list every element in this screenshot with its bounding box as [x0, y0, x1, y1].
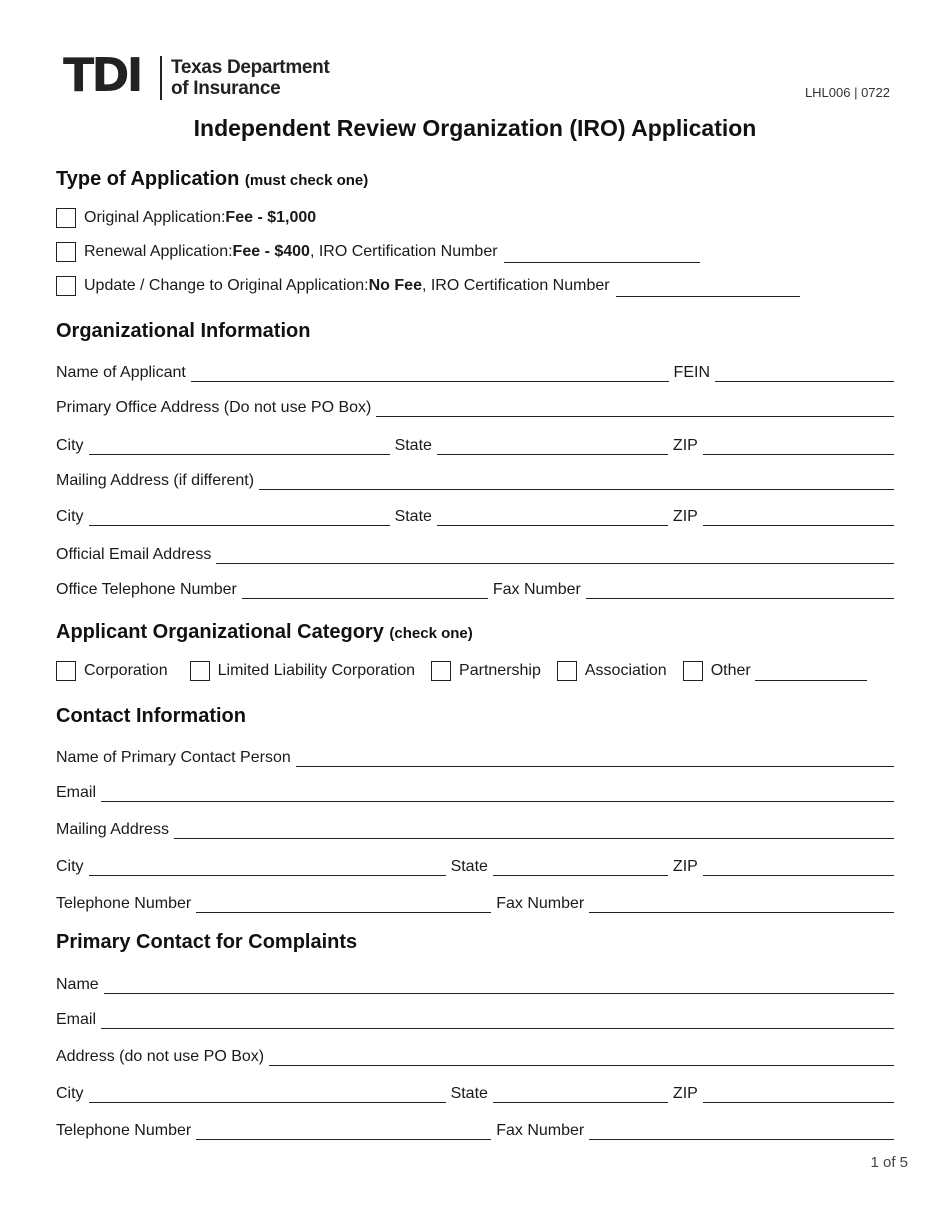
- contact-state-field[interactable]: [493, 859, 668, 876]
- option-fee: No Fee: [368, 277, 422, 294]
- option-label: Limited Liability Corporation: [217, 662, 416, 679]
- complaints-email-row: [56, 1007, 894, 1029]
- email-label: Email: [56, 784, 97, 801]
- city-label: City: [56, 508, 84, 525]
- fein-label: FEIN: [673, 364, 710, 381]
- logo-line-2: of Insurance: [171, 78, 281, 99]
- form-code: LHL006 | 0722: [804, 85, 890, 100]
- complaints-state-field[interactable]: [493, 1086, 668, 1103]
- contact-city-state-zip-row: [56, 854, 894, 876]
- other-checkbox[interactable]: [683, 661, 703, 681]
- complaints-email-field[interactable]: [101, 1012, 894, 1029]
- renewal-application-checkbox[interactable]: [56, 242, 76, 262]
- update-application-checkbox[interactable]: [56, 276, 76, 296]
- office-city-state-zip-row: [56, 433, 894, 455]
- official-email-label: Official Email Address: [56, 546, 212, 563]
- fein-field[interactable]: [715, 365, 894, 382]
- original-application-option: [56, 207, 316, 229]
- office-telephone-row: [56, 577, 894, 599]
- zip-label: ZIP: [672, 508, 698, 525]
- category-option-other: [683, 661, 867, 681]
- city-label: City: [56, 858, 84, 875]
- category-option-corporation: [56, 661, 168, 681]
- primary-contact-name-label: Name of Primary Contact Person: [56, 749, 291, 766]
- tdi-logo: TDI: [63, 48, 141, 102]
- contact-email-field[interactable]: [101, 785, 894, 802]
- complaints-contact-heading: Primary Contact for Complaints: [56, 931, 358, 953]
- city-label: City: [56, 437, 84, 454]
- email-label: Email: [56, 1011, 97, 1028]
- option-label: Corporation: [84, 662, 168, 679]
- option-fee: Fee - $400: [232, 243, 310, 260]
- primary-office-address-field[interactable]: [376, 400, 894, 417]
- complaints-zip-field[interactable]: [703, 1086, 894, 1103]
- page-number: 1 of 5: [870, 1154, 908, 1171]
- mailing-address-label: Mailing Address (if different): [56, 472, 255, 489]
- state-label: State: [450, 1085, 488, 1102]
- state-label: State: [450, 858, 488, 875]
- fax-label: Fax Number: [496, 1122, 585, 1139]
- contact-telephone-field[interactable]: [196, 896, 491, 913]
- logo-divider: [160, 56, 162, 100]
- option-label: Original Application:: [84, 209, 226, 226]
- primary-office-address-label: Primary Office Address (Do not use PO Box): [56, 399, 372, 416]
- logo-agency-name: [171, 57, 330, 99]
- llc-checkbox[interactable]: [190, 661, 210, 681]
- office-telephone-field[interactable]: [242, 582, 488, 599]
- contact-city-field[interactable]: [89, 859, 446, 876]
- complaints-telephone-row: [56, 1118, 894, 1140]
- complaints-fax-field[interactable]: [589, 1123, 894, 1140]
- zip-label: ZIP: [672, 1085, 698, 1102]
- contact-mailing-address-field[interactable]: [174, 822, 894, 839]
- official-email-row: [56, 542, 894, 564]
- mailing-address-label: Mailing Address: [56, 821, 169, 838]
- renewal-application-option: [56, 241, 700, 263]
- complaints-address-field[interactable]: [269, 1049, 894, 1066]
- complaints-name-field[interactable]: [104, 977, 894, 994]
- option-label: Partnership: [459, 662, 541, 679]
- primary-contact-name-row: [56, 745, 894, 767]
- mailing-address-row: [56, 468, 894, 490]
- primary-contact-name-field[interactable]: [296, 750, 894, 767]
- zip-label: ZIP: [672, 858, 698, 875]
- complaints-name-row: [56, 972, 894, 994]
- complaints-address-row: [56, 1044, 894, 1066]
- option-label: Other: [710, 662, 751, 679]
- complaints-telephone-field[interactable]: [196, 1123, 491, 1140]
- other-category-field[interactable]: [755, 664, 867, 681]
- category-option-association: [557, 661, 667, 681]
- telephone-label: Telephone Number: [56, 1122, 192, 1139]
- original-application-checkbox[interactable]: [56, 208, 76, 228]
- update-iro-certification-number-field[interactable]: [616, 280, 800, 297]
- primary-office-address-row: [56, 395, 894, 417]
- partnership-checkbox[interactable]: [431, 661, 451, 681]
- address-label: Address (do not use PO Box): [56, 1048, 265, 1065]
- option-label: Renewal Application:: [84, 243, 233, 260]
- corporation-checkbox[interactable]: [56, 661, 76, 681]
- section-heading-text: Applicant Organizational Category: [56, 621, 384, 643]
- category-options: [56, 660, 867, 682]
- mailing-city-state-zip-row: [56, 504, 894, 526]
- office-state-field[interactable]: [437, 438, 668, 455]
- office-city-field[interactable]: [89, 438, 390, 455]
- category-option-llc: [190, 661, 415, 681]
- type-of-application-heading: [56, 168, 368, 191]
- office-zip-field[interactable]: [703, 438, 894, 455]
- official-email-field[interactable]: [216, 547, 894, 564]
- mailing-zip-field[interactable]: [703, 509, 894, 526]
- name-of-applicant-field[interactable]: [191, 365, 669, 382]
- name-of-applicant-label: Name of Applicant: [56, 364, 186, 381]
- option-label: Association: [584, 662, 667, 679]
- contact-mailing-address-row: [56, 817, 894, 839]
- organizational-information-heading: Organizational Information: [56, 320, 311, 342]
- state-label: State: [394, 437, 432, 454]
- contact-fax-field[interactable]: [589, 896, 894, 913]
- logo-line-1: Texas Department: [171, 57, 330, 78]
- option-label: Update / Change to Original Application:: [84, 277, 369, 294]
- contact-telephone-row: [56, 891, 894, 913]
- option-fee: Fee - $1,000: [225, 209, 317, 226]
- name-of-applicant-row: [56, 360, 894, 382]
- mailing-address-field[interactable]: [259, 473, 894, 490]
- fax-label: Fax Number: [496, 895, 585, 912]
- association-checkbox[interactable]: [557, 661, 577, 681]
- mailing-state-field[interactable]: [437, 509, 668, 526]
- option-suffix: , IRO Certification Number: [309, 243, 498, 260]
- document-title: Independent Review Organization (IRO) Application: [193, 115, 757, 141]
- update-application-option: [56, 275, 800, 297]
- office-fax-field[interactable]: [586, 582, 894, 599]
- section-note: (check one): [389, 625, 473, 642]
- city-label: City: [56, 1085, 84, 1102]
- contact-information-heading: Contact Information: [56, 705, 246, 727]
- fax-label: Fax Number: [492, 581, 581, 598]
- contact-zip-field[interactable]: [703, 859, 894, 876]
- mailing-city-field[interactable]: [89, 509, 390, 526]
- office-telephone-label: Office Telephone Number: [56, 581, 237, 598]
- renewal-iro-certification-number-field[interactable]: [504, 246, 700, 263]
- option-suffix: , IRO Certification Number: [421, 277, 610, 294]
- section-heading-text: Type of Application: [56, 168, 240, 190]
- complaints-city-state-zip-row: [56, 1081, 894, 1103]
- organizational-category-heading: [56, 621, 473, 644]
- contact-email-row: [56, 780, 894, 802]
- telephone-label: Telephone Number: [56, 895, 192, 912]
- name-label: Name: [56, 976, 99, 993]
- zip-label: ZIP: [672, 437, 698, 454]
- section-note: (must check one): [244, 172, 369, 189]
- state-label: State: [394, 508, 432, 525]
- complaints-city-field[interactable]: [89, 1086, 446, 1103]
- category-option-partnership: [431, 661, 541, 681]
